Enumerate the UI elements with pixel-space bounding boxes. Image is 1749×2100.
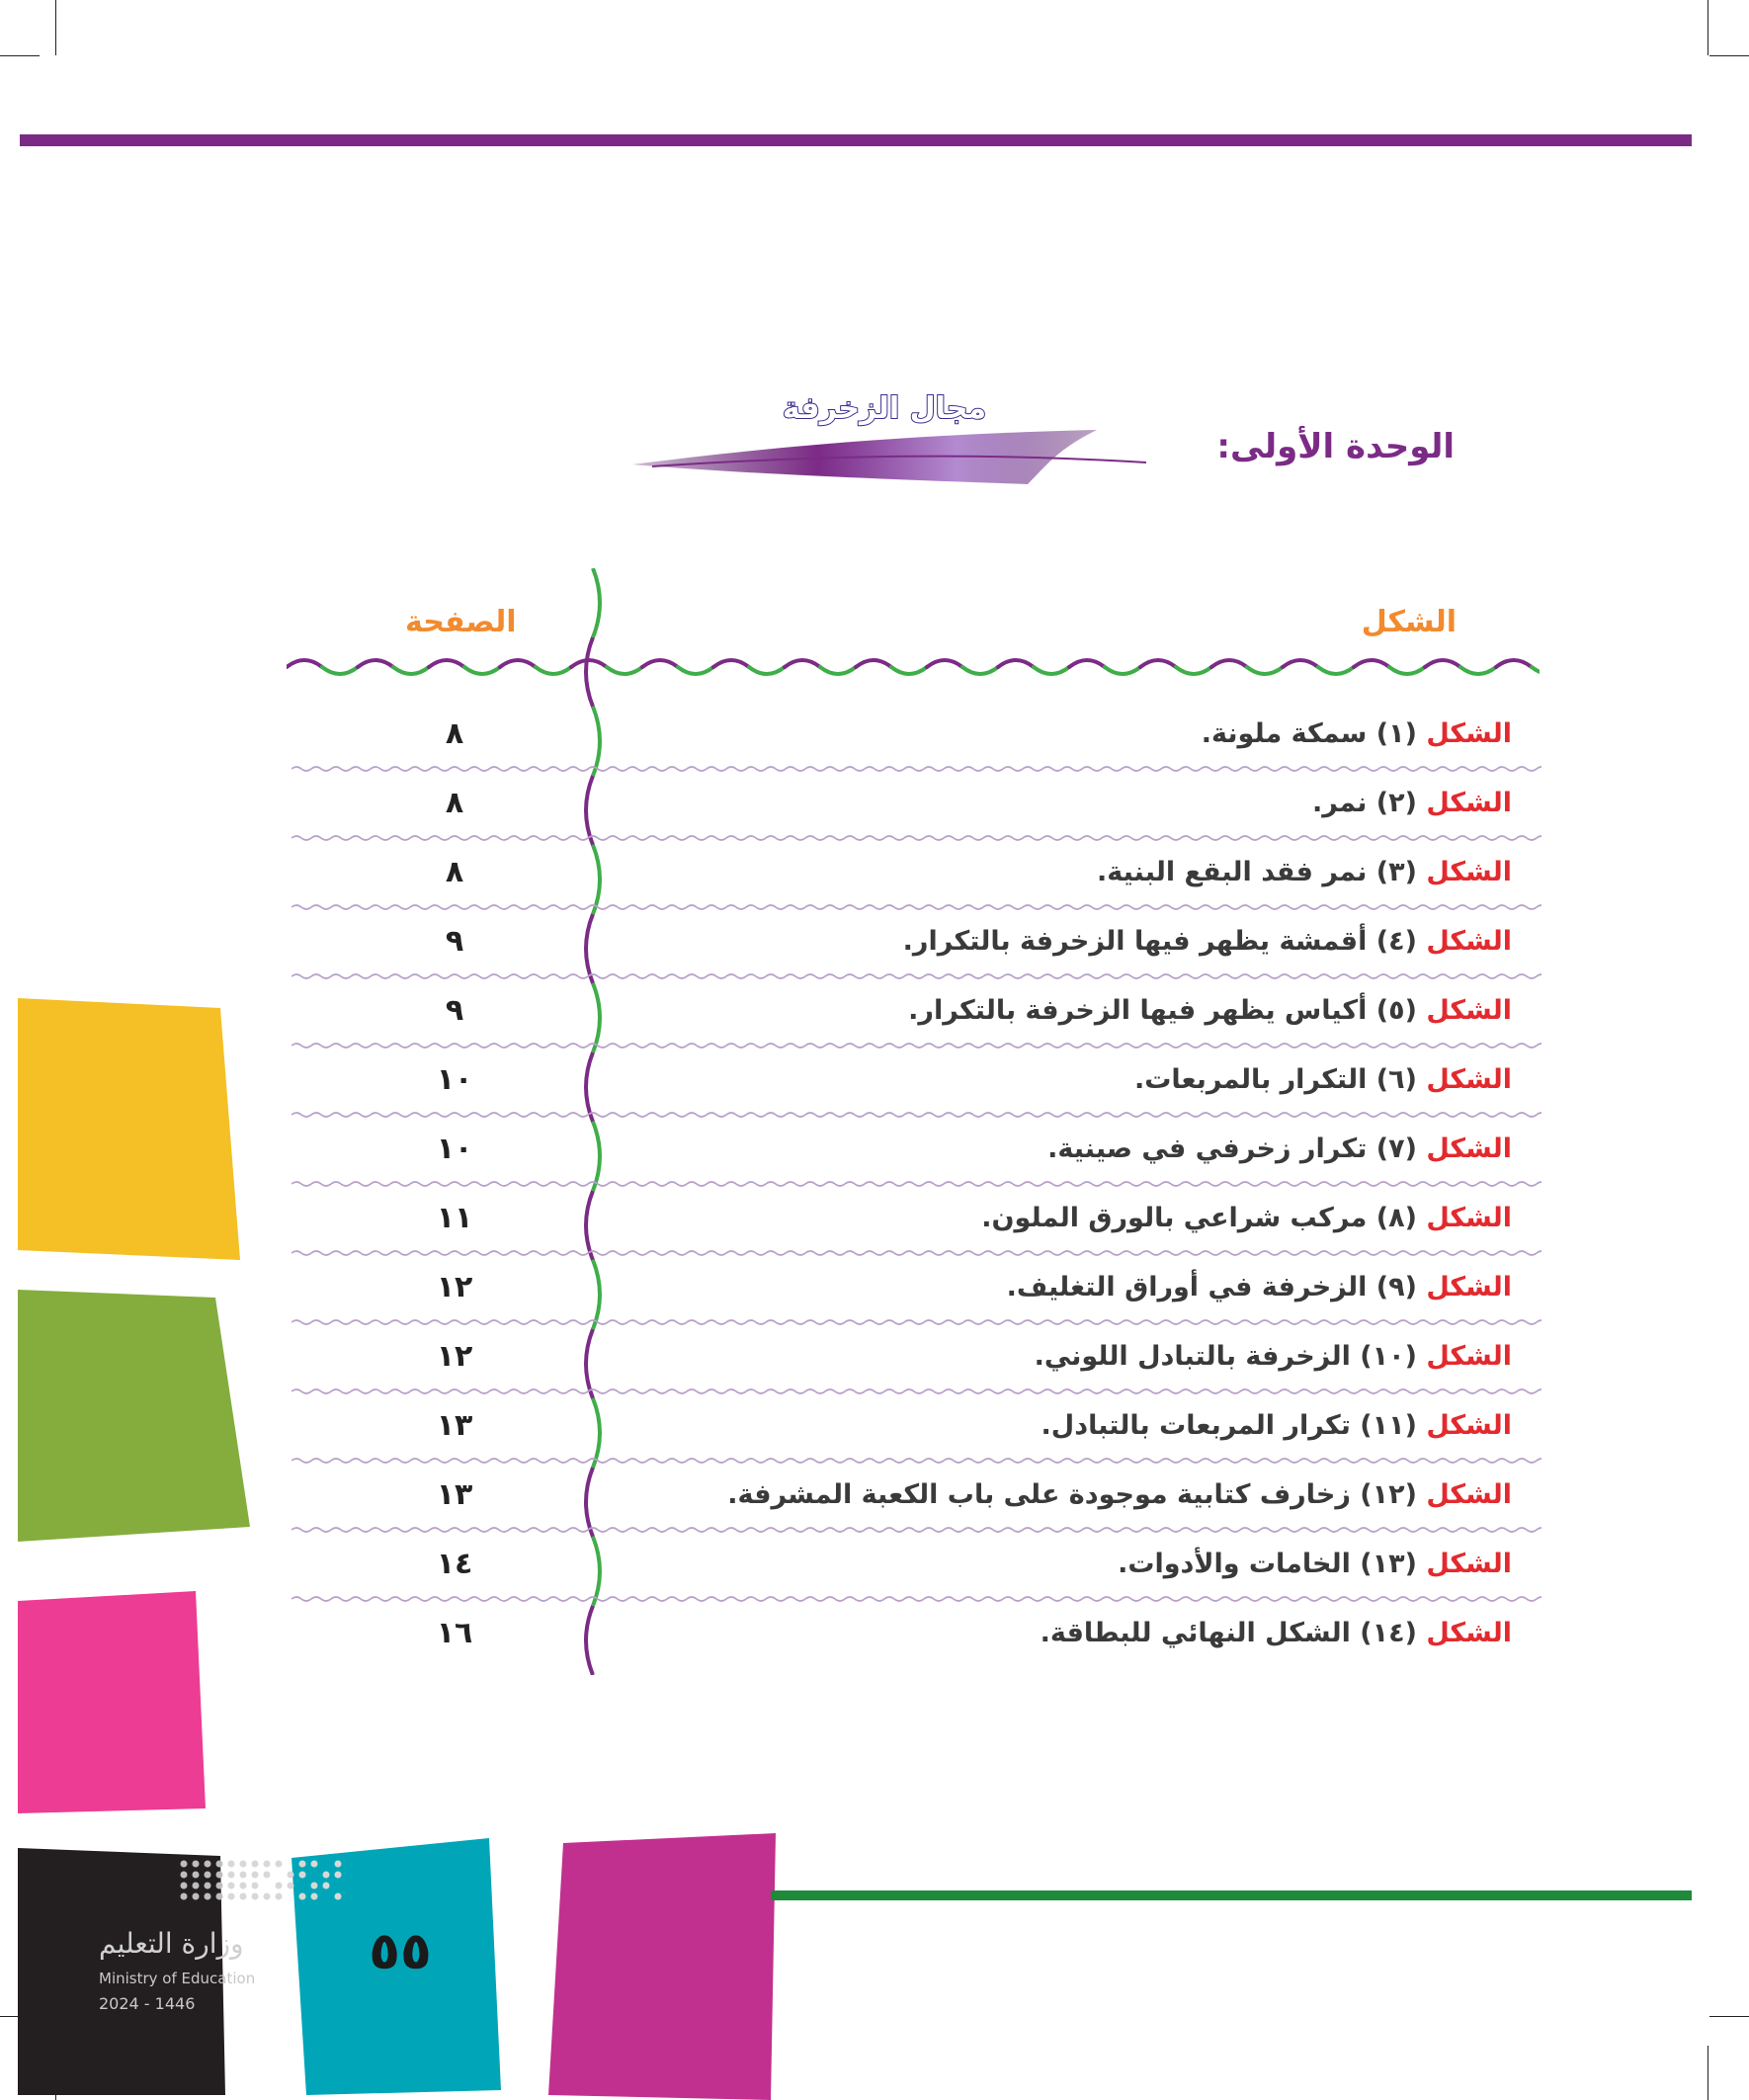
figure-entry <box>903 914 1512 969</box>
row-wave-separator <box>292 1524 1541 1536</box>
table-row <box>292 914 1541 983</box>
page-number: ٥٥ <box>369 1922 432 1981</box>
pink-block <box>18 1591 215 1818</box>
figure-caption: (٢) نمر. <box>1312 788 1417 818</box>
page-ref: ١١ <box>436 1201 473 1235</box>
page-ref: ٩ <box>445 993 464 1028</box>
table-row <box>292 1537 1541 1606</box>
column-header-shape: الشكل <box>1361 605 1457 639</box>
figure-label: الشكل <box>1426 1549 1512 1579</box>
page-ref: ٨ <box>445 855 464 889</box>
row-wave-separator <box>292 832 1541 844</box>
figure-label: الشكل <box>1426 788 1512 818</box>
row-wave-separator <box>292 1386 1541 1397</box>
row-wave-separator <box>292 1316 1541 1328</box>
figure-caption: (٨) مركب شراعي بالورق الملون. <box>981 1203 1417 1233</box>
figure-caption: (١٤) الشكل النهائي للبطاقة. <box>1040 1618 1417 1648</box>
table-row <box>292 1606 1541 1675</box>
olive-block <box>18 1290 255 1547</box>
page-ref: ١٣ <box>436 1477 473 1512</box>
figure-entry <box>1202 707 1512 762</box>
top-purple-bar <box>20 134 1692 146</box>
page-ref: ١٤ <box>436 1547 473 1581</box>
yellow-block <box>18 998 245 1265</box>
figure-label: الشكل <box>1426 1618 1512 1648</box>
crop-mark <box>1707 0 1708 55</box>
figure-label: الشكل <box>1426 1341 1512 1372</box>
figure-entry <box>1097 845 1512 900</box>
figure-entry <box>1041 1398 1512 1454</box>
table-row <box>292 983 1541 1052</box>
table-row <box>292 1329 1541 1398</box>
figure-entry <box>1047 1122 1512 1177</box>
page-ref: ٩ <box>445 924 464 959</box>
table-row <box>292 1260 1541 1329</box>
page-ref: ١٢ <box>436 1270 473 1304</box>
figure-entry <box>1312 776 1512 831</box>
figure-label: الشكل <box>1426 1410 1512 1441</box>
figure-caption: (١٠) الزخرفة بالتبادل اللوني. <box>1034 1341 1417 1372</box>
page-ref: ١٢ <box>436 1339 473 1374</box>
figure-entry <box>981 1191 1512 1246</box>
crop-mark <box>1707 2046 1708 2100</box>
figure-label: الشكل <box>1426 1203 1512 1233</box>
row-wave-separator <box>292 1247 1541 1259</box>
figure-label: الشكل <box>1426 857 1512 887</box>
figure-entry <box>727 1468 1512 1523</box>
figure-label: الشكل <box>1426 995 1512 1026</box>
row-wave-separator <box>292 1593 1541 1605</box>
crop-mark <box>55 0 56 55</box>
figure-label: الشكل <box>1426 1134 1512 1164</box>
figure-entry <box>1007 1260 1512 1315</box>
table-row <box>292 1122 1541 1191</box>
figure-entry <box>908 983 1512 1039</box>
row-wave-separator <box>292 970 1541 982</box>
figure-entry <box>1035 1329 1512 1385</box>
column-header-page: الصفحة <box>405 605 517 639</box>
figure-caption: (٧) تكرار زخرفي في صينية. <box>1047 1134 1417 1164</box>
table-row <box>292 1398 1541 1468</box>
figure-entry <box>1134 1052 1512 1108</box>
figure-label: الشكل <box>1426 926 1512 957</box>
header-wave-divider <box>287 652 1540 682</box>
figure-caption: (١٣) الخامات والأدوات. <box>1118 1549 1417 1579</box>
row-wave-separator <box>292 1109 1541 1121</box>
figure-label: الشكل <box>1426 1064 1512 1095</box>
figure-caption: (٤) أقمشة يظهر فيها الزخرفة بالتكرار. <box>902 926 1417 957</box>
figure-label: الشكل <box>1426 1479 1512 1510</box>
ministry-year: 2024 - 1446 <box>99 1994 196 2013</box>
row-wave-separator <box>292 763 1541 775</box>
crop-mark <box>0 55 40 56</box>
figure-caption: (٦) التكرار بالمربعات. <box>1134 1064 1417 1095</box>
figure-caption: (٥) أكياس يظهر فيها الزخرفة بالتكرار. <box>908 995 1417 1026</box>
table-row <box>292 845 1541 914</box>
ministry-name-english: Ministry of Education <box>99 1970 256 1987</box>
figure-caption: (١٢) زخارف كتابية موجودة على باب الكعبة المشرفة. <box>727 1479 1417 1510</box>
row-wave-separator <box>292 1455 1541 1467</box>
table-row <box>292 1191 1541 1260</box>
figure-caption: (٩) الزخرفة في أوراق التغليف. <box>1006 1272 1417 1302</box>
row-wave-separator <box>292 1178 1541 1190</box>
figure-entry <box>1041 1606 1512 1661</box>
ministry-logo-icon <box>178 1858 356 1907</box>
crop-mark <box>1709 2016 1749 2017</box>
table-row <box>292 776 1541 845</box>
table-row <box>292 1468 1541 1537</box>
page-ref: ١٦ <box>436 1616 473 1650</box>
ministry-name-arabic: وزارة التعليم <box>99 1927 244 1960</box>
crop-mark <box>1709 55 1749 56</box>
banner-title: مجال الزخرفة <box>782 391 987 426</box>
page-ref: ٨ <box>445 786 464 820</box>
row-wave-separator <box>292 1040 1541 1051</box>
row-wave-separator <box>292 901 1541 913</box>
figure-caption: (٣) نمر فقد البقع البنية. <box>1097 857 1417 887</box>
figure-entry <box>1118 1537 1512 1592</box>
figure-caption: (١) سمكة ملونة. <box>1201 718 1417 749</box>
unit-title: الوحدة الأولى: <box>1216 427 1455 466</box>
page-ref: ١٠ <box>436 1062 473 1097</box>
table-row <box>292 1052 1541 1122</box>
page-ref: ١٣ <box>436 1408 473 1443</box>
magenta-block <box>548 1833 781 2100</box>
table-row <box>292 707 1541 776</box>
page-ref: ١٠ <box>436 1132 473 1166</box>
figure-caption: (١١) تكرار المربعات بالتبادل. <box>1041 1410 1417 1441</box>
figure-label: الشكل <box>1426 718 1512 749</box>
page-ref: ٨ <box>445 716 464 751</box>
footer-green-line <box>771 1890 1692 1900</box>
figure-label: الشكل <box>1426 1272 1512 1302</box>
